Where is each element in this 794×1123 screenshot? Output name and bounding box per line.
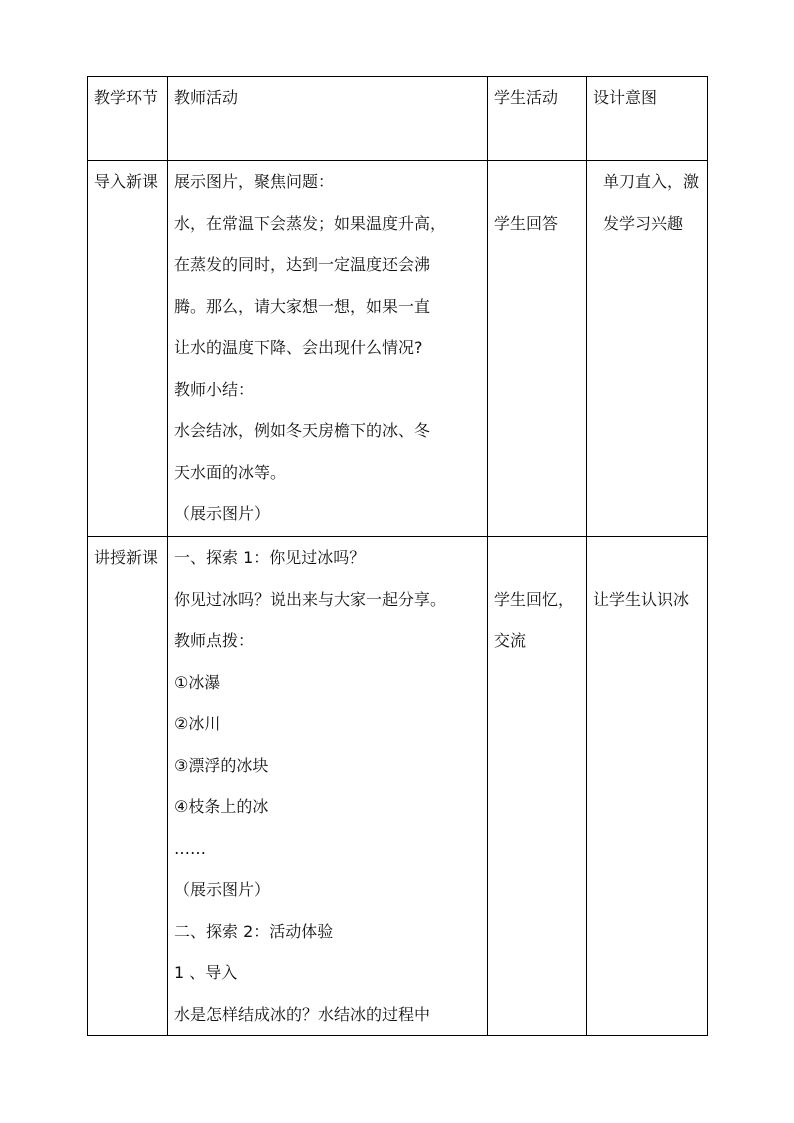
- teacher-line: 天水面的冰等。: [174, 462, 287, 482]
- header-teacher: 教师活动: [168, 77, 488, 161]
- teacher-line: 让水的温度下降、会出现什么情况?: [174, 338, 423, 357]
- teacher-activity-cell: [168, 537, 488, 1036]
- teacher-line: ……: [174, 838, 206, 858]
- design-intent-cell: 单刀直入，激发学习兴趣: [587, 161, 708, 537]
- teacher-line: ④枝条上的冰: [174, 797, 269, 816]
- teacher-line: ②冰川: [174, 714, 221, 733]
- teacher-line: 水，在常温下会蒸发；如果温度升高，: [174, 213, 447, 233]
- teacher-line: 二、探索 2：活动体验: [174, 921, 334, 941]
- teacher-line: 一、探索 1：你见过冰吗？: [174, 548, 366, 567]
- student-activity-cell: 学生回忆，交流: [488, 537, 587, 1036]
- lesson-plan-table: [87, 76, 708, 1036]
- teacher-line: 教师点拨：: [174, 631, 255, 650]
- table-row: [88, 161, 708, 537]
- teacher-activity-cell: [168, 161, 488, 537]
- header-intent: 设计意图: [587, 77, 708, 161]
- teacher-line: 在蒸发的同时，达到一定温度还会沸: [174, 255, 431, 274]
- table-row: [88, 537, 708, 1036]
- header-row: [88, 77, 708, 161]
- teacher-line: 水会结冰，例如冬天房檐下的冰、冬: [174, 421, 431, 440]
- header-stage: 教学环节: [88, 77, 168, 161]
- design-intent-cell: 让学生认识冰: [587, 537, 708, 1036]
- teacher-line: 教师小结：: [174, 379, 255, 399]
- stage-cell: 导入新课: [88, 161, 168, 537]
- header-student: 学生活动: [488, 77, 587, 161]
- teacher-line: 水是怎样结成冰的？水结冰的过程中: [174, 1004, 431, 1024]
- teacher-line: 展示图片，聚焦问题：: [174, 172, 335, 191]
- teacher-line: ①冰瀑: [174, 672, 221, 692]
- stage-cell: 讲授新课: [88, 537, 168, 1036]
- teacher-line: ③漂浮的冰块: [174, 755, 269, 775]
- teacher-line: （展示图片）: [174, 504, 271, 523]
- student-activity-cell: 学生回答: [488, 161, 587, 537]
- teacher-line: 你见过冰吗？说出来与大家一起分享。: [174, 589, 447, 609]
- teacher-line: （展示图片）: [174, 880, 271, 899]
- teacher-line: 腾。那么，请大家想一想，如果一直: [174, 296, 431, 316]
- teacher-line: 1 、导入: [174, 963, 238, 982]
